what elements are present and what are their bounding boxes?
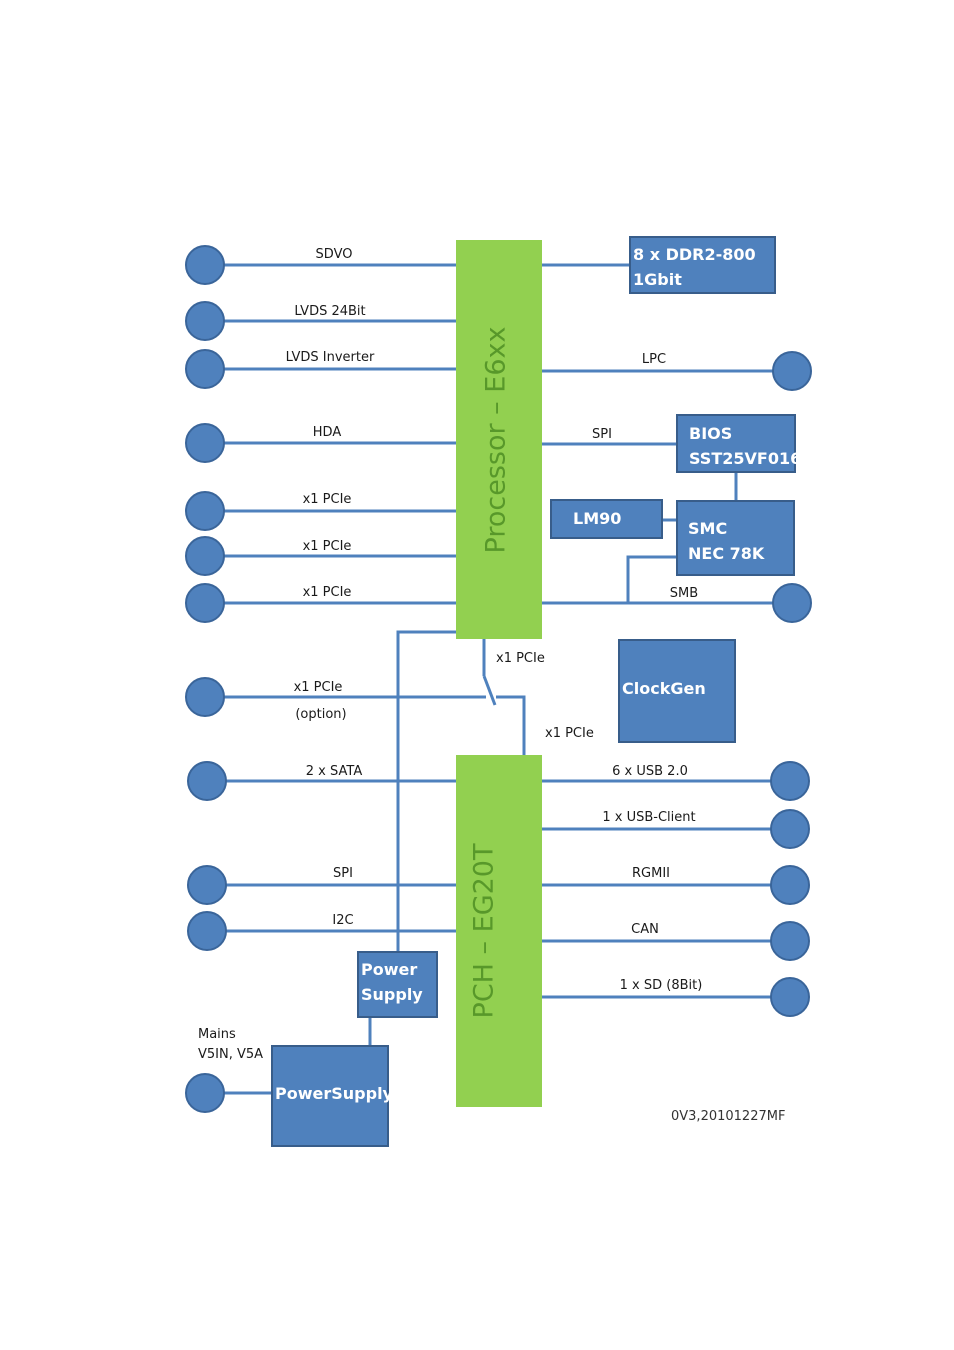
- lvds-inverter-port: [186, 350, 224, 388]
- power-rail-line: [398, 632, 456, 952]
- smc-line1: SMC: [688, 519, 728, 538]
- sdvo-label: SDVO: [315, 247, 353, 262]
- sata-label: 2 x SATA: [305, 764, 363, 779]
- lvds24-label: LVDS 24Bit: [294, 304, 366, 319]
- ddr-line2: 1Gbit: [633, 270, 682, 289]
- lpc-label: LPC: [641, 352, 667, 367]
- bios-line1: BIOS: [689, 424, 733, 443]
- spi-label: SPI: [333, 866, 353, 881]
- version-label: 0V3,20101227MF: [671, 1109, 786, 1124]
- pcie1-label: x1 PCIe: [302, 492, 352, 507]
- pcie-switch-lever: [484, 676, 495, 705]
- mains-port: [186, 1074, 224, 1112]
- power-supply-line1: Power: [361, 960, 418, 979]
- smc-line2: NEC 78K: [688, 544, 765, 563]
- ddr-line1: 8 x DDR2-800: [633, 245, 756, 264]
- i2c-label: I2C: [332, 913, 354, 928]
- usb20-label: 6 x USB 2.0: [612, 764, 688, 779]
- main-power-supply-label: PowerSupply: [275, 1084, 393, 1103]
- pcie2-label: x1 PCIe: [302, 539, 352, 554]
- pcie2-port: [186, 537, 224, 575]
- sd-port: [771, 978, 809, 1016]
- can-label: CAN: [631, 922, 659, 937]
- hda-label: HDA: [312, 425, 342, 440]
- i2c-port: [188, 912, 226, 950]
- sata-port: [188, 762, 226, 800]
- smc-box: [677, 501, 794, 575]
- rgmii-label: RGMII: [632, 866, 670, 881]
- option-label: (option): [295, 707, 347, 722]
- sd-label: 1 x SD (8Bit): [619, 978, 703, 993]
- lvds24-port: [186, 302, 224, 340]
- smb-label: SMB: [669, 586, 699, 601]
- pcie-option-port: [186, 678, 224, 716]
- lpc-port: [773, 352, 811, 390]
- processor-label: Processor – E6xx: [480, 326, 512, 554]
- usb20-port: [771, 762, 809, 800]
- spi-bios-label: SPI: [592, 427, 612, 442]
- hda-port: [186, 424, 224, 462]
- pcie-pch-line: [496, 697, 524, 755]
- mains-line1: Mains: [198, 1027, 236, 1042]
- pch-label: PCH – EG20T: [468, 843, 500, 1019]
- pcie3-port: [186, 584, 224, 622]
- pcie-lower-label: x1 PCIe: [545, 726, 594, 741]
- pcie1-port: [186, 492, 224, 530]
- lm90-label: LM90: [573, 509, 622, 528]
- smb-port: [773, 584, 811, 622]
- clockgen-label: ClockGen: [622, 679, 706, 698]
- rgmii-port: [771, 866, 809, 904]
- pcie-option-label: x1 PCIe: [293, 680, 343, 695]
- can-port: [771, 922, 809, 960]
- mains-line2: V5IN, V5A: [198, 1047, 264, 1062]
- sdvo-port: [186, 246, 224, 284]
- pcie3-label: x1 PCIe: [302, 585, 352, 600]
- usb-client-label: 1 x USB-Client: [602, 810, 696, 825]
- pcie-upper-label: x1 PCIe: [496, 651, 545, 666]
- usb-client-port: [771, 810, 809, 848]
- spi-port: [188, 866, 226, 904]
- power-supply-line2: Supply: [361, 985, 423, 1004]
- lvds-inverter-label: LVDS Inverter: [285, 350, 375, 365]
- bios-line2: SST25VF016: [689, 449, 802, 468]
